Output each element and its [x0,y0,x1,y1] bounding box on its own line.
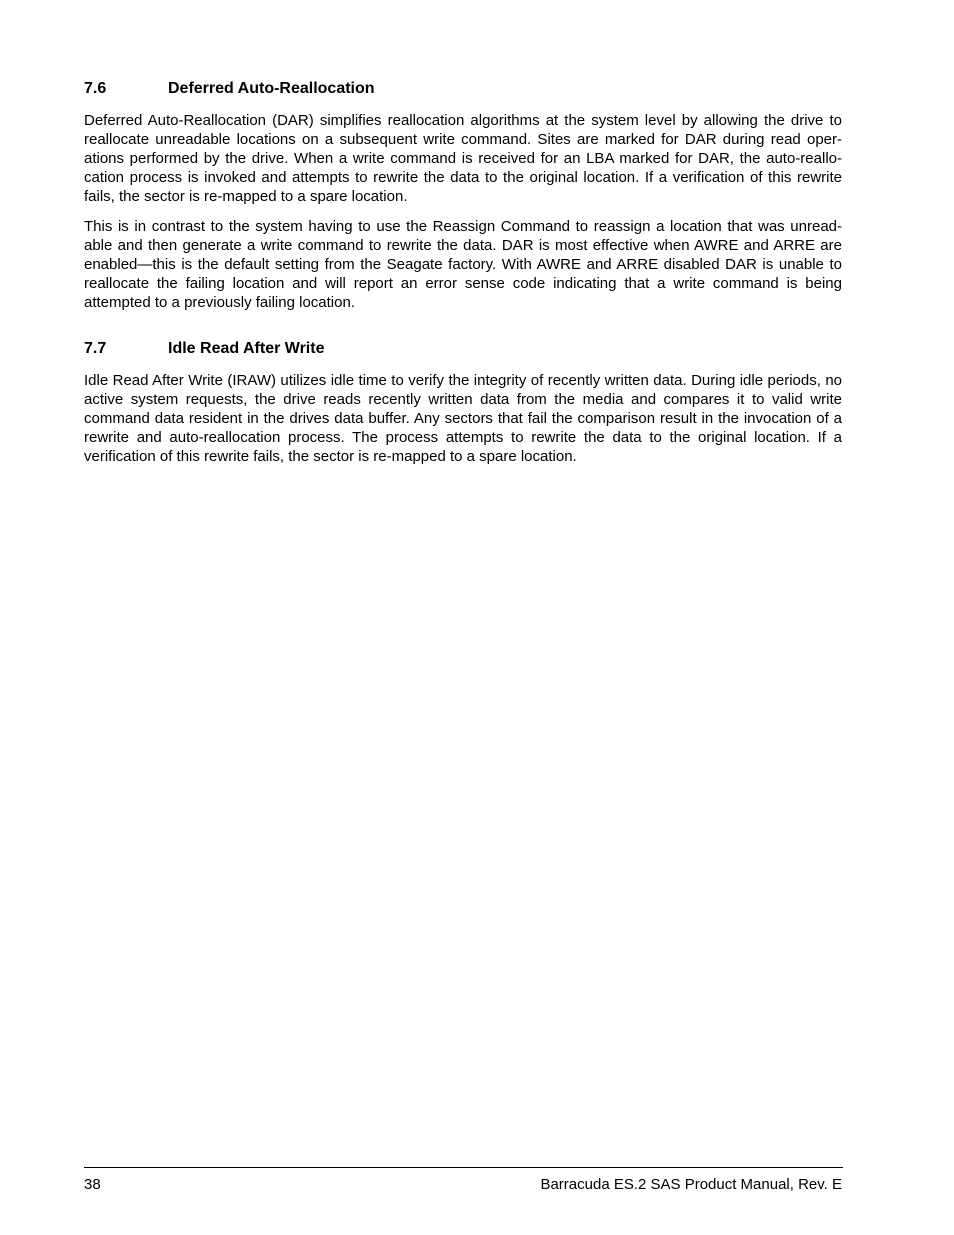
document-title: Barracuda ES.2 SAS Product Manual, Rev. E [540,1176,842,1193]
paragraph-dar-contrast: This is in contrast to the system having to use the Reassign Command to reassign a location that was unread-able and then generate a write command to rewrite the data. DAR is most effective when AWRE and ARRE are enabled—this is the default setting from the Seagate factory. With AWRE and ARRE disabled DAR is unable to reallocate the failing location and will report an error sense code indicating that a write command is being attempted to a previously failing location. [84,218,842,311]
footer-divider [84,1167,843,1168]
paragraph-iraw: Idle Read After Write (IRAW) utilizes idle time to verify the integrity of recently written data. During idle periods, no active system requests, the drive reads recently written data from the media and compares it to valid write command data resident in the drives data buffer. Any sectors that fail the comparison result in the invocation of a rewrite and auto-reallocation process. The process attempts to rewrite the data to the original location. If a verification of this rewrite fails, the sector is re-mapped to a spare location. [84,372,842,465]
section-number: 7.6 [84,80,107,97]
section-number: 7.7 [84,340,107,357]
section-title: Deferred Auto-Reallocation [168,80,375,97]
paragraph-dar-intro: Deferred Auto-Reallocation (DAR) simplifies reallocation algorithms at the system level by allowing the drive to reallocate unreadable locations on a subsequent write command. Sites are marked for DAR during read oper-ations performed by the drive. When a write command is received for an LBA marked for DAR, the auto-reallo-cation process is invoked and attempts to rewrite the data to the original location. If a verification of this rewrite fails, the sector is re-mapped to a spare location. [84,112,842,205]
page-number: 38 [84,1176,101,1193]
section-heading-7-7 [84,339,842,359]
section-heading-7-6 [84,79,842,99]
section-title: Idle Read After Write [168,340,325,357]
